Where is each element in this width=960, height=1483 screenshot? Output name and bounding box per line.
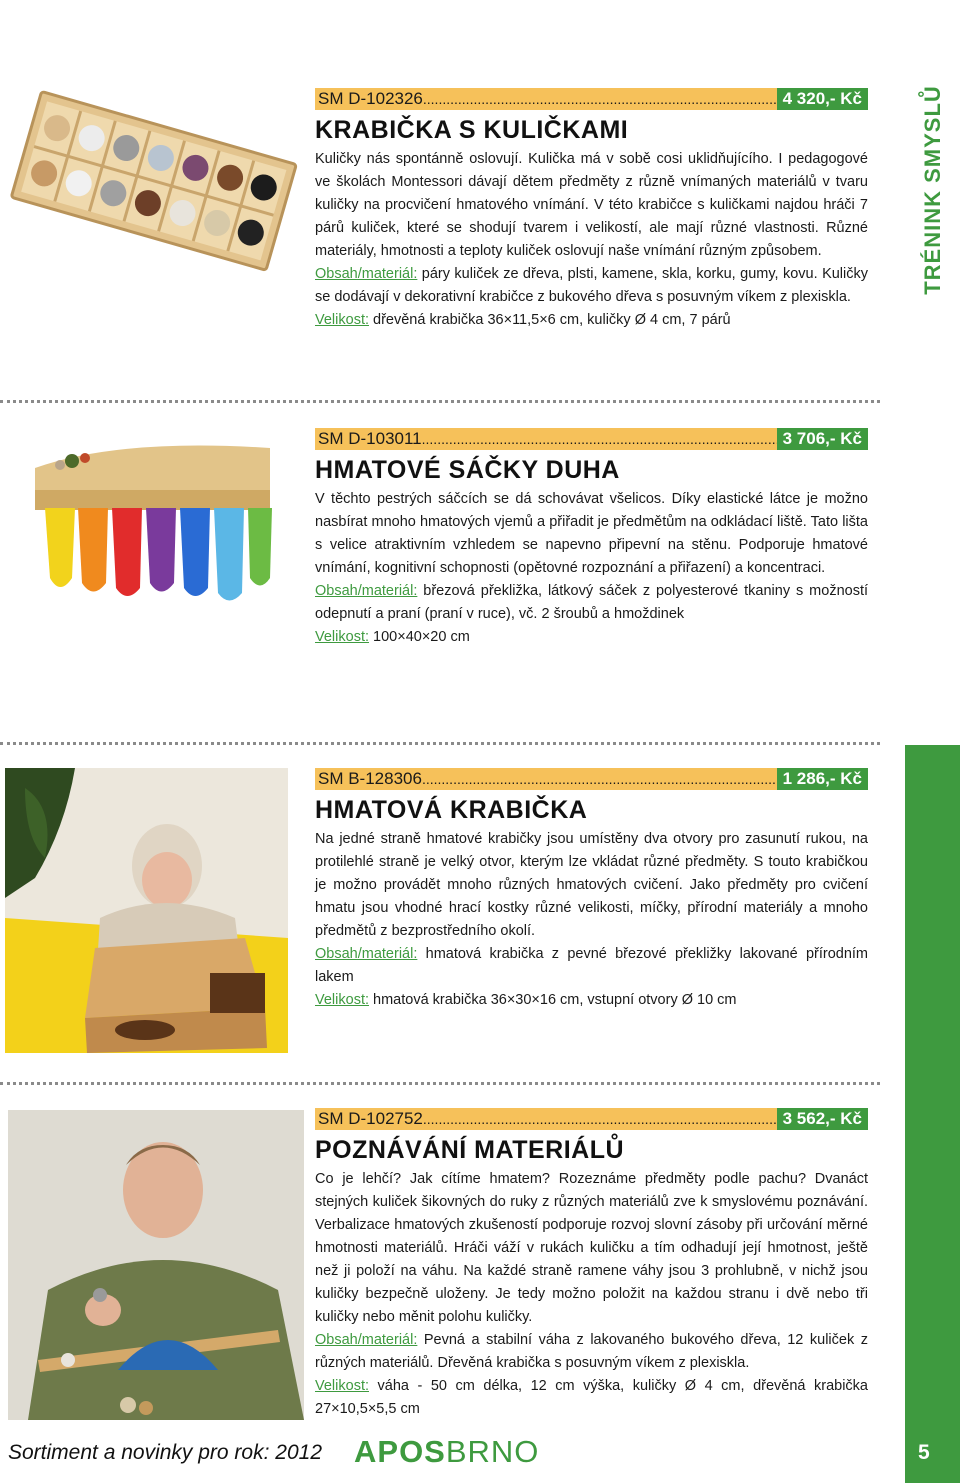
separator [0,1082,880,1085]
size-label: Velikost: [315,992,369,1008]
product-title: KRABIČKA S KULIČKAMI [315,116,629,144]
product-code-bar [315,88,868,110]
product-touch-box [315,768,868,1012]
product-description [315,148,868,332]
product-price: 4 320,- Kč [777,88,868,110]
material-text: páry kuliček ze dřeva, plsti, kamene, skla, korku, gumy, kovu. Kuličky se dodávají v dekorativní krabičce z bukového dřeva s posuvným víkem z plexiskla. [315,266,868,305]
size-text: váha - 50 cm délka, 12 cm výška, kuličky Ø 4 cm, dřevěná krabička 27×10,5×5,5 cm [315,1378,868,1417]
material-label: Obsah/materiál: [315,946,418,962]
product-ball-box [315,88,868,332]
product-code: SM D-103011 [318,429,422,448]
product-price: 3 706,- Kč [777,428,868,450]
dot-leader [422,768,777,790]
product-code-bar [315,1108,868,1130]
description-text: Co je lehčí? Jak cítíme hmatem? Rozeznáme předměty podle pachu? Dvanáct stejných kuliček šikovných do ruky z různých materiálů zve k smyslovému poznávání. Verbalizace hmatových zkušeností podporuje rozvoj slovní zásoby při určování měrné hmotnosti materiálů. Hráči váží v rukách kuličku a tím odhadují její hmotnost, ještě než ji položí na váhu. Na každé straně ramene váhy jsou 3 prohlubně, v nichž jsou kuličky bezpečně uloženy. Je tedy možno položit na každou stranu i dvě nebo tři kuličky nebo měnit polohu kuličky. [315,1171,868,1325]
product-price: 3 562,- Kč [777,1108,868,1130]
size-label: Velikost: [315,1378,369,1394]
section-title-text: TRÉNINK SMYSLŮ [919,85,945,295]
material-text: březová překližka, látkový sáček z polyesterové tkaniny s možností odepnutí a praní (praní v ruce), vč. 2 šroubů a hmoždinek [315,583,868,622]
product-code: SM D-102326 [318,89,423,108]
size-text: dřevěná krabička 36×11,5×6 cm, kuličky Ø 4 cm, 7 párů [369,312,731,328]
product-code-bar [315,428,868,450]
section-title-vertical [905,0,960,745]
product-title: HMATOVÉ SÁČKY DUHA [315,456,620,484]
logo-apos: APOS [354,1434,446,1469]
size-text: 100×40×20 cm [369,629,470,645]
product-code: SM B-128306 [318,769,422,788]
dot-leader [423,1108,777,1130]
dot-leader [422,428,777,450]
product-description [315,1168,868,1421]
description-text: V těchto pestrých sáčcích se dá schovávat všelicos. Díky elastické látce je možno nasbírat mnoho hmatových vjemů a přiřadit je předmětům na odkládací liště. Tato lišta s velice atraktivním vzhledem se napevno připevní na stěnu. Podporuje hmatové vnímání, kognitivní schopnosti (opětovné rozpoznání a přiřazení) a koncentraci. [315,491,868,576]
product-title: POZNÁVÁNÍ MATERIÁLŮ [315,1136,625,1164]
product-photo-rainbow-bags [0,428,290,628]
product-photo-ball-box [0,85,300,285]
material-label: Obsah/materiál: [315,1332,418,1348]
page-number: 5 [918,1441,930,1464]
product-description [315,488,868,649]
size-label: Velikost: [315,312,369,328]
material-text: Pevná a stabilní váha z lakovaného bukového dřeva, 12 kuliček z různých materiálů. Dřevěná krabička s posuvným víkem z plexiskla. [315,1332,868,1371]
size-label: Velikost: [315,629,369,645]
description-text: Kuličky nás spontánně oslovují. Kulička má v sobě cosi uklidňujícího. I pedagogové ve školách Montessori dávají dětem předměty z různě vnímaných materiálů v tvaru kuličky na procvičení hmatového vnímání. V této krabičce s kuličkami najdou hráči 7 párů kuliček, které se shodují tvarem i velikostí, ale mají různé vlastnosti. Různé materiály, hmotnosti a teploty kuliček oslovují naše vnímání různým způsobem. [315,151,868,259]
product-description [315,828,868,1012]
product-materials-balance [315,1108,868,1421]
product-price: 1 286,- Kč [777,768,868,790]
description-text: Na jedné straně hmatové krabičky jsou umístěny dva otvory pro zasunutí rukou, na protilehlé straně je velký otvor, kterým lze vkládat různé předměty. S touto krabičkou je možno provádět mnoho různých hmatových cvičení. Jako předměty pro cvičení hmatu jsou vhodné hrací kostky různé velikosti, míčky, přírodní materiály a mnoho předmětů z bezprostředního okolí. [315,831,868,939]
size-text: hmatová krabička 36×30×16 cm, vstupní otvory Ø 10 cm [369,992,737,1008]
logo-brno: BRNO [445,1434,540,1469]
catalog-caption: Sortiment a novinky pro rok: 2012 [8,1441,322,1464]
side-band-green [905,745,960,1483]
separator [0,400,880,403]
product-photo-touch-box [5,768,288,1053]
product-title: HMATOVÁ KRABIČKA [315,796,588,824]
material-text: hmatová krabička z pevné březové překližky lakované přírodním lakem [315,946,868,985]
dot-leader [423,88,777,110]
product-code-bar [315,768,868,790]
separator [0,742,880,745]
product-rainbow-bags [315,428,868,649]
material-label: Obsah/materiál: [315,266,418,282]
product-code: SM D-102752 [318,1109,423,1128]
product-photo-materials-balance [8,1110,304,1420]
company-logo [354,1434,539,1470]
material-label: Obsah/materiál: [315,583,418,599]
